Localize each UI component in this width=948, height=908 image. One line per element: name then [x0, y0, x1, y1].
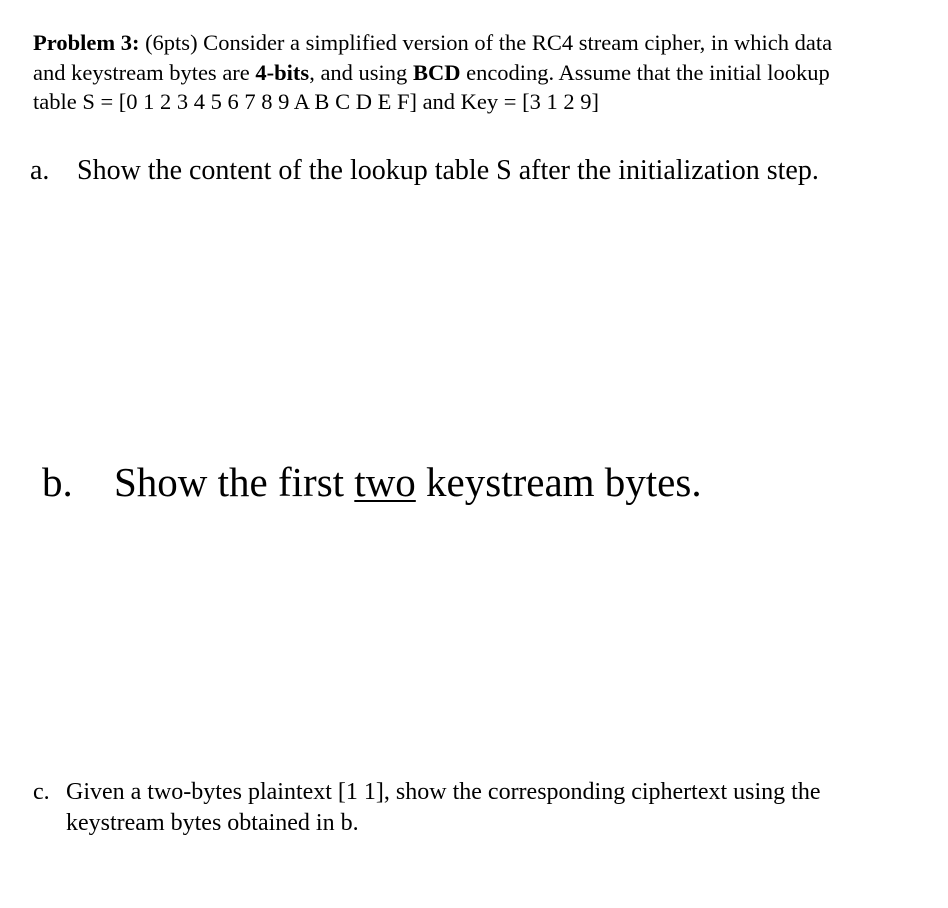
problem-statement: [33, 28, 933, 117]
part-a-letter: a.: [30, 155, 50, 186]
part-c: [33, 777, 821, 839]
problem-line-2: [33, 58, 933, 88]
part-c-text-1: Given a two-bytes plaintext [1 1], show the corresponding ciphertext using the: [66, 779, 821, 805]
bits-emphasis: 4-bits: [255, 59, 310, 85]
part-b-letter: b.: [42, 459, 73, 505]
part-c-text-2: keystream bytes obtained in b.: [66, 810, 359, 836]
problem-line-1-text: (6pts) Consider a simplified version of the RC4 stream cipher, in which data: [139, 30, 833, 55]
problem-line-2-text-a: and keystream bytes are: [33, 59, 256, 85]
part-b-text-after: keystream bytes.: [415, 459, 702, 505]
problem-line-3: table S = [0 1 2 3 4 5 6 7 8 9 A B C D E F] and Key = [3 1 2 9]: [33, 89, 599, 114]
part-c-letter: c.: [33, 779, 50, 805]
part-b: [42, 458, 702, 506]
part-c-line-2: [33, 808, 821, 839]
part-a-text: Show the content of the lookup table S after the initialization step.: [77, 155, 819, 186]
problem-heading: Problem 3:: [33, 30, 140, 55]
problem-line-2-text-c: encoding. Assume that the initial lookup: [460, 59, 830, 85]
part-b-text-before: Show the first: [114, 459, 355, 505]
problem-line-1: [33, 28, 933, 58]
bcd-emphasis: BCD: [412, 59, 461, 85]
part-a: [30, 155, 819, 187]
problem-line-2-text-b: , and using: [309, 59, 413, 85]
part-c-line-1: [33, 777, 821, 808]
part-b-underlined-word: two: [354, 459, 416, 505]
